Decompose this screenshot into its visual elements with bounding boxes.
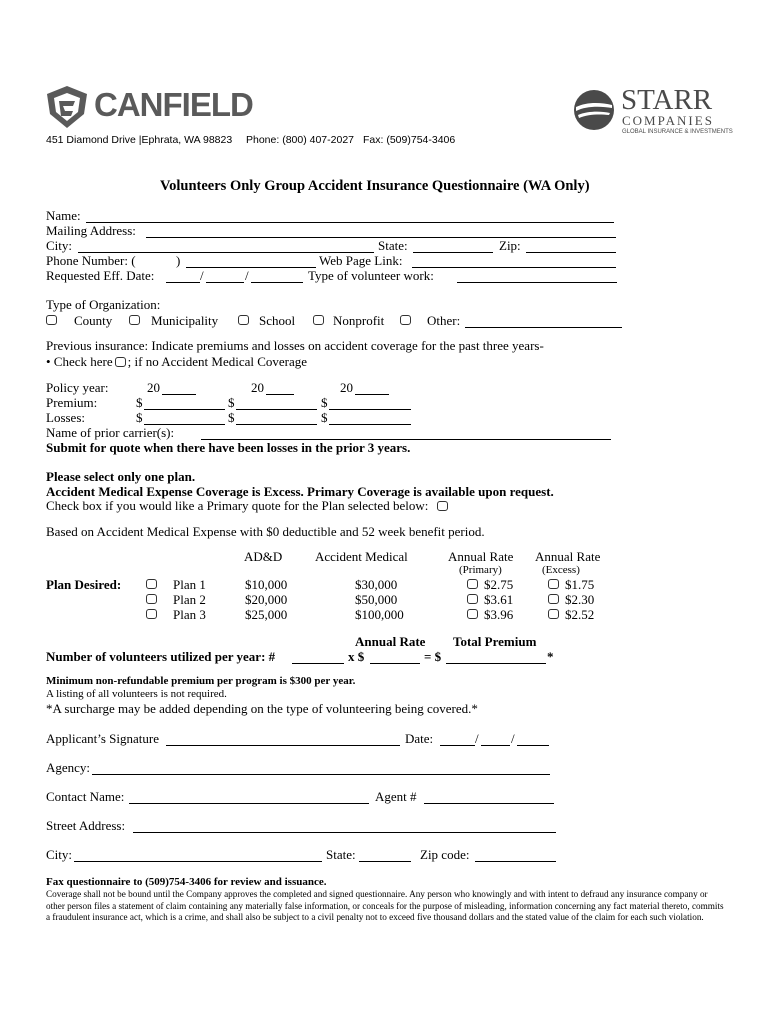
minimum-premium-note: Minimum non-refundable premium per program is $300 per year. bbox=[46, 675, 356, 687]
times-symbol: x $ bbox=[348, 649, 365, 664]
check-here-label: • Check here bbox=[46, 354, 113, 369]
volunteer-work-field[interactable] bbox=[457, 268, 617, 283]
premium-1-field[interactable] bbox=[144, 395, 225, 410]
eff-date-year-field[interactable] bbox=[251, 268, 303, 283]
org-municipality-checkbox[interactable] bbox=[129, 315, 140, 325]
losses-dollar-1: $ bbox=[136, 410, 143, 425]
plan-2-excess-checkbox[interactable] bbox=[548, 594, 559, 604]
phone-area-code-field[interactable] bbox=[152, 253, 174, 267]
losses-dollar-2: $ bbox=[228, 410, 235, 425]
prior-carrier-field[interactable] bbox=[201, 425, 611, 440]
page-title: Volunteers Only Group Accident Insurance Questionnaire (WA Only) bbox=[160, 178, 590, 194]
zip-label: Zip: bbox=[499, 238, 521, 253]
state-label: State: bbox=[378, 238, 408, 253]
policy-year-prefix-1: 20 bbox=[147, 380, 160, 395]
total-premium-field[interactable] bbox=[446, 649, 546, 664]
plan-3-excess-rate: $2.52 bbox=[565, 607, 595, 622]
phone-paren: ) bbox=[176, 253, 181, 268]
plan-1-primary-rate: $2.75 bbox=[484, 577, 514, 592]
premium-dollar-2: $ bbox=[228, 395, 235, 410]
no-coverage-label: ; if no Accident Medical Coverage bbox=[127, 354, 308, 369]
plan-1-excess-rate: $1.75 bbox=[565, 577, 595, 592]
plan-3-medical: $100,000 bbox=[355, 607, 404, 622]
company-fax: Fax: (509)754-3406 bbox=[363, 134, 456, 146]
premium-3-field[interactable] bbox=[329, 395, 411, 410]
org-nonprofit-checkbox[interactable] bbox=[313, 315, 324, 325]
agency-zip-label: Zip code: bbox=[420, 847, 470, 862]
eff-date-month-field[interactable] bbox=[166, 268, 200, 283]
eff-date-slash-1: / bbox=[200, 268, 204, 283]
starr-tagline: GLOBAL INSURANCE & INVESTMENTS bbox=[622, 129, 733, 135]
policy-year-prefix-3: 20 bbox=[340, 380, 353, 395]
policy-year-2-field[interactable] bbox=[266, 380, 294, 395]
org-other-label: Other: bbox=[427, 313, 461, 328]
losses-dollar-3: $ bbox=[321, 410, 328, 425]
previous-insurance-text: Previous insurance: Indicate premiums and losses on accident coverage for the past three years- bbox=[46, 338, 544, 353]
agency-state-label: State: bbox=[326, 847, 356, 862]
volunteers-count-label: Number of volunteers utilized per year: # bbox=[46, 649, 276, 664]
name-field[interactable] bbox=[86, 208, 614, 223]
total-premium-star: * bbox=[547, 649, 554, 664]
policy-year-prefix-2: 20 bbox=[251, 380, 264, 395]
volunteers-count-field[interactable] bbox=[292, 649, 344, 664]
agency-zip-field[interactable] bbox=[475, 847, 556, 862]
no-coverage-checkbox[interactable] bbox=[115, 357, 126, 367]
excess-coverage-note: Accident Medical Expense Coverage is Excess. Primary Coverage is available upon request. bbox=[46, 484, 554, 499]
state-field[interactable] bbox=[413, 238, 493, 253]
phone-label: Phone Number: ( bbox=[46, 253, 136, 268]
org-county-checkbox[interactable] bbox=[46, 315, 57, 325]
mailing-address-field[interactable] bbox=[146, 223, 616, 238]
policy-year-3-field[interactable] bbox=[355, 380, 389, 395]
losses-1-field[interactable] bbox=[144, 410, 225, 425]
plan-3-primary-checkbox[interactable] bbox=[467, 609, 478, 619]
surcharge-note: *A surcharge may be added depending on the type of volunteering being covered.* bbox=[46, 701, 478, 716]
plan-3-add: $25,000 bbox=[245, 607, 288, 622]
prior-carrier-label: Name of prior carrier(s): bbox=[46, 425, 175, 440]
policy-year-1-field[interactable] bbox=[162, 380, 196, 395]
city-field[interactable] bbox=[78, 238, 374, 253]
col-header-medical: Accident Medical bbox=[315, 549, 408, 564]
plan-1-medical: $30,000 bbox=[355, 577, 398, 592]
plan-2-checkbox[interactable] bbox=[146, 594, 157, 604]
total-premium-header: Total Premium bbox=[453, 634, 537, 649]
listing-note: A listing of all volunteers is not required. bbox=[46, 688, 227, 700]
plan-3-name: Plan 3 bbox=[173, 607, 206, 622]
applicant-signature-field[interactable] bbox=[166, 731, 400, 746]
losses-label: Losses: bbox=[46, 410, 85, 425]
signature-date-month-field[interactable] bbox=[440, 731, 475, 746]
plan-1-primary-checkbox[interactable] bbox=[467, 579, 478, 589]
signature-date-label: Date: bbox=[405, 731, 434, 746]
plan-3-primary-rate: $3.96 bbox=[484, 607, 514, 622]
check-here-line bbox=[46, 354, 307, 370]
agency-label: Agency: bbox=[46, 760, 91, 775]
street-address-label: Street Address: bbox=[46, 818, 126, 833]
canfield-logo-icon bbox=[44, 84, 90, 130]
col-header-rate-excess: Annual Rate bbox=[535, 549, 601, 564]
agent-number-label: Agent # bbox=[375, 789, 417, 804]
contact-name-field[interactable] bbox=[129, 789, 369, 804]
annual-rate-header: Annual Rate bbox=[355, 634, 426, 649]
signature-date-day-field[interactable] bbox=[481, 731, 510, 746]
plan-1-name: Plan 1 bbox=[173, 577, 206, 592]
plan-desired-label: Plan Desired: bbox=[46, 577, 122, 592]
signature-date-slash-1: / bbox=[475, 731, 479, 746]
org-municipality-label: Municipality bbox=[151, 313, 219, 328]
plan-2-primary-rate: $3.61 bbox=[484, 592, 514, 607]
premium-dollar-1: $ bbox=[136, 395, 143, 410]
premium-2-field[interactable] bbox=[236, 395, 317, 410]
select-one-plan-note: Please select only one plan. bbox=[46, 469, 196, 484]
plan-3-checkbox[interactable] bbox=[146, 609, 157, 619]
policy-year-label: Policy year: bbox=[46, 380, 109, 395]
fax-note: Fax questionnaire to (509)754-3406 for review and issuance. bbox=[46, 876, 327, 888]
organization-type-label: Type of Organization: bbox=[46, 297, 161, 312]
signature-date-slash-2: / bbox=[511, 731, 515, 746]
company-phone: Phone: (800) 407-2027 bbox=[246, 134, 354, 146]
agency-city-field[interactable] bbox=[74, 847, 322, 862]
plan-2-name: Plan 2 bbox=[173, 592, 206, 607]
city-label: City: bbox=[46, 238, 73, 253]
primary-quote-checkbox[interactable] bbox=[437, 501, 448, 511]
plan-1-add: $10,000 bbox=[245, 577, 288, 592]
losses-3-field[interactable] bbox=[329, 410, 411, 425]
org-other-checkbox[interactable] bbox=[400, 315, 411, 325]
premium-label: Premium: bbox=[46, 395, 98, 410]
premium-dollar-3: $ bbox=[321, 395, 328, 410]
plan-2-medical: $50,000 bbox=[355, 592, 398, 607]
submit-note: Submit for quote when there have been losses in the prior 3 years. bbox=[46, 440, 411, 455]
zip-field[interactable] bbox=[526, 238, 616, 253]
signature-date-year-field[interactable] bbox=[517, 731, 549, 746]
plan-1-checkbox[interactable] bbox=[146, 579, 157, 589]
web-page-field[interactable] bbox=[412, 253, 616, 268]
agent-number-field[interactable] bbox=[424, 789, 554, 804]
losses-2-field[interactable] bbox=[236, 410, 317, 425]
org-school-label: School bbox=[259, 313, 296, 328]
agency-city-label: City: bbox=[46, 847, 73, 862]
eff-date-label: Requested Eff. Date: bbox=[46, 268, 155, 283]
street-address-field[interactable] bbox=[133, 818, 556, 833]
plan-1-excess-checkbox[interactable] bbox=[548, 579, 559, 589]
basis-note: Based on Accident Medical Expense with $0 deductible and 52 week benefit period. bbox=[46, 524, 485, 539]
starr-wordmark: STARR bbox=[621, 84, 713, 116]
name-label: Name: bbox=[46, 208, 81, 223]
contact-name-label: Contact Name: bbox=[46, 789, 125, 804]
plan-2-excess-rate: $2.30 bbox=[565, 592, 595, 607]
org-nonprofit-label: Nonprofit bbox=[333, 313, 385, 328]
col-subheader-excess: (Excess) bbox=[542, 564, 580, 576]
org-school-checkbox[interactable] bbox=[238, 315, 249, 325]
plan-2-add: $20,000 bbox=[245, 592, 288, 607]
primary-quote-label: Check box if you would like a Primary quote for the Plan selected below: bbox=[46, 498, 429, 513]
col-header-rate-primary: Annual Rate bbox=[448, 549, 514, 564]
plan-2-primary-checkbox[interactable] bbox=[467, 594, 478, 604]
volunteer-work-label: Type of volunteer work: bbox=[308, 268, 434, 283]
starr-logo-icon bbox=[572, 88, 616, 132]
legal-disclaimer: Coverage shall not be bound until the Company approves the completed and signed questionnaire. Any person who knowingly and with intent to defraud any insurance company or other person files a statement of claim containing any materially false information, or conceals for the purpose of misleading, information concerning any fact material thereto, commits a fraudulent insurance act, which is a crime, and shall also be subject to a civil penalty not to exceed five thousand dollars and the stated value of the claim for each such violation. bbox=[46, 889, 724, 922]
canfield-wordmark: CANFIELD bbox=[94, 86, 253, 123]
eff-date-slash-2: / bbox=[245, 268, 249, 283]
web-page-label: Web Page Link: bbox=[319, 253, 403, 268]
agency-field[interactable] bbox=[92, 760, 550, 775]
plan-3-excess-checkbox[interactable] bbox=[548, 609, 559, 619]
eff-date-day-field[interactable] bbox=[206, 268, 244, 283]
agency-state-field[interactable] bbox=[359, 847, 411, 862]
col-header-add: AD&D bbox=[244, 549, 283, 564]
phone-number-field[interactable] bbox=[186, 253, 316, 268]
annual-rate-field[interactable] bbox=[370, 649, 420, 664]
mailing-address-label: Mailing Address: bbox=[46, 223, 136, 238]
equals-symbol: = $ bbox=[424, 649, 442, 664]
col-subheader-primary: (Primary) bbox=[459, 564, 502, 576]
company-address: 451 Diamond Drive |Ephrata, WA 98823 bbox=[46, 134, 233, 146]
org-other-field[interactable] bbox=[465, 313, 622, 328]
applicant-signature-label: Applicant’s Signature bbox=[46, 731, 160, 746]
primary-quote-line bbox=[46, 498, 450, 514]
org-county-label: County bbox=[74, 313, 113, 328]
starr-companies-text: COMPANIES bbox=[622, 113, 714, 128]
